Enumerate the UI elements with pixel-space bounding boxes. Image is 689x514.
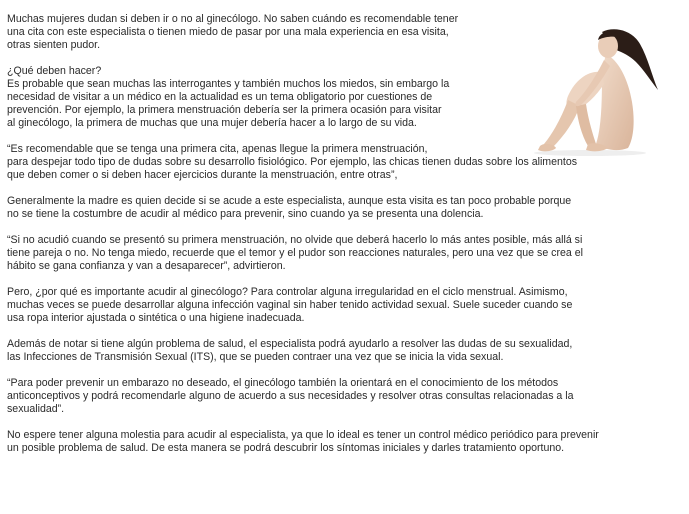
mother-decision-paragraph: Generalmente la madre es quien decide si se acude a este especialista, aunque esta visita es tan poco probable porque no se tiene la costumbre de acudir al médico para prevenir, sino cuando ya se presenta una dolencia.: [7, 195, 572, 220]
importance-paragraph: Pero, ¿por qué es importante acudir al ginecólogo? Para controlar alguna irregularidad en el ciclo menstrual. Asimismo, muchas veces se puede desarrollar alguna infección vaginal sin haber tenido actividad sexual. Suele suceder cuando se usa ropa interior ajustada o sintética o una higiene inadecuada.: [7, 286, 573, 324]
sexual-health-paragraph: Además de notar si tiene algún problema de salud, el especialista podrá ayudarlo a resolver las dudas de su sexualidad, las Infecciones de Transmisión Sexual (ITS), que se pueden contraer una vez que se inicia la vida sexual.: [7, 338, 573, 363]
seated-woman-illustration: [532, 26, 662, 158]
quote-no-fear-paragraph: “Si no acudió cuando se presentó su primera menstruación, no olvide que deberá hacerlo lo más antes posible, más allá si tiene pareja o no. No tenga miedo, recuerde que el temor y el pudor son reacciones naturales, pero una vez que se crea el hábito se gana confianza y van a desaparecer”, advirtieron.: [7, 234, 583, 272]
prevention-paragraph: No espere tener alguna molestia para acudir al especialista, ya que lo ideal es tener un control médico periódico para prevenir un posible problema de salud. De esta manera se podrá descubrir los síntomas iniciales y darles tratamiento oportuno.: [7, 429, 599, 454]
question-paragraph: ¿Qué deben hacer? Es probable que sean muchas las interrogantes y también muchos los miedos, sin embargo la necesidad de visitar a un médico en la actualidad es un tema obligatorio por cuestiones de prevención. Por ejemplo, la primera menstruación debería ser la primera ocasión para visitar al ginecólogo, la primera de muchas que una mujer debería hacer a lo largo de su vida.: [7, 65, 450, 129]
quote-first-visit-paragraph: “Es recomendable que se tenga una primera cita, apenas llegue la primera menstruación, para despejar todo tipo de dudas sobre su desarrollo fisiológico. Por ejemplo, las chicas tienen dudas sobre los alimentos que deben comer o si deben hacer ejercicios durante la menstruación, entre otras”,: [7, 143, 578, 181]
intro-paragraph: Muchas mujeres dudan si deben ir o no al ginecólogo. No saben cuándo es recomendable tener una cita con este especialista o tienen miedo de pasar por una mala experiencia en esa visita, otras sienten pudor.: [7, 13, 459, 51]
contraception-quote-paragraph: “Para poder prevenir un embarazo no deseado, el ginecólogo también la orientará en el conocimiento de los métodos anticonceptivos y podrá recomendarle alguno de acuerdo a sus necesidades y resolver otras consultas relacionadas a la sexualidad”.: [7, 377, 574, 415]
